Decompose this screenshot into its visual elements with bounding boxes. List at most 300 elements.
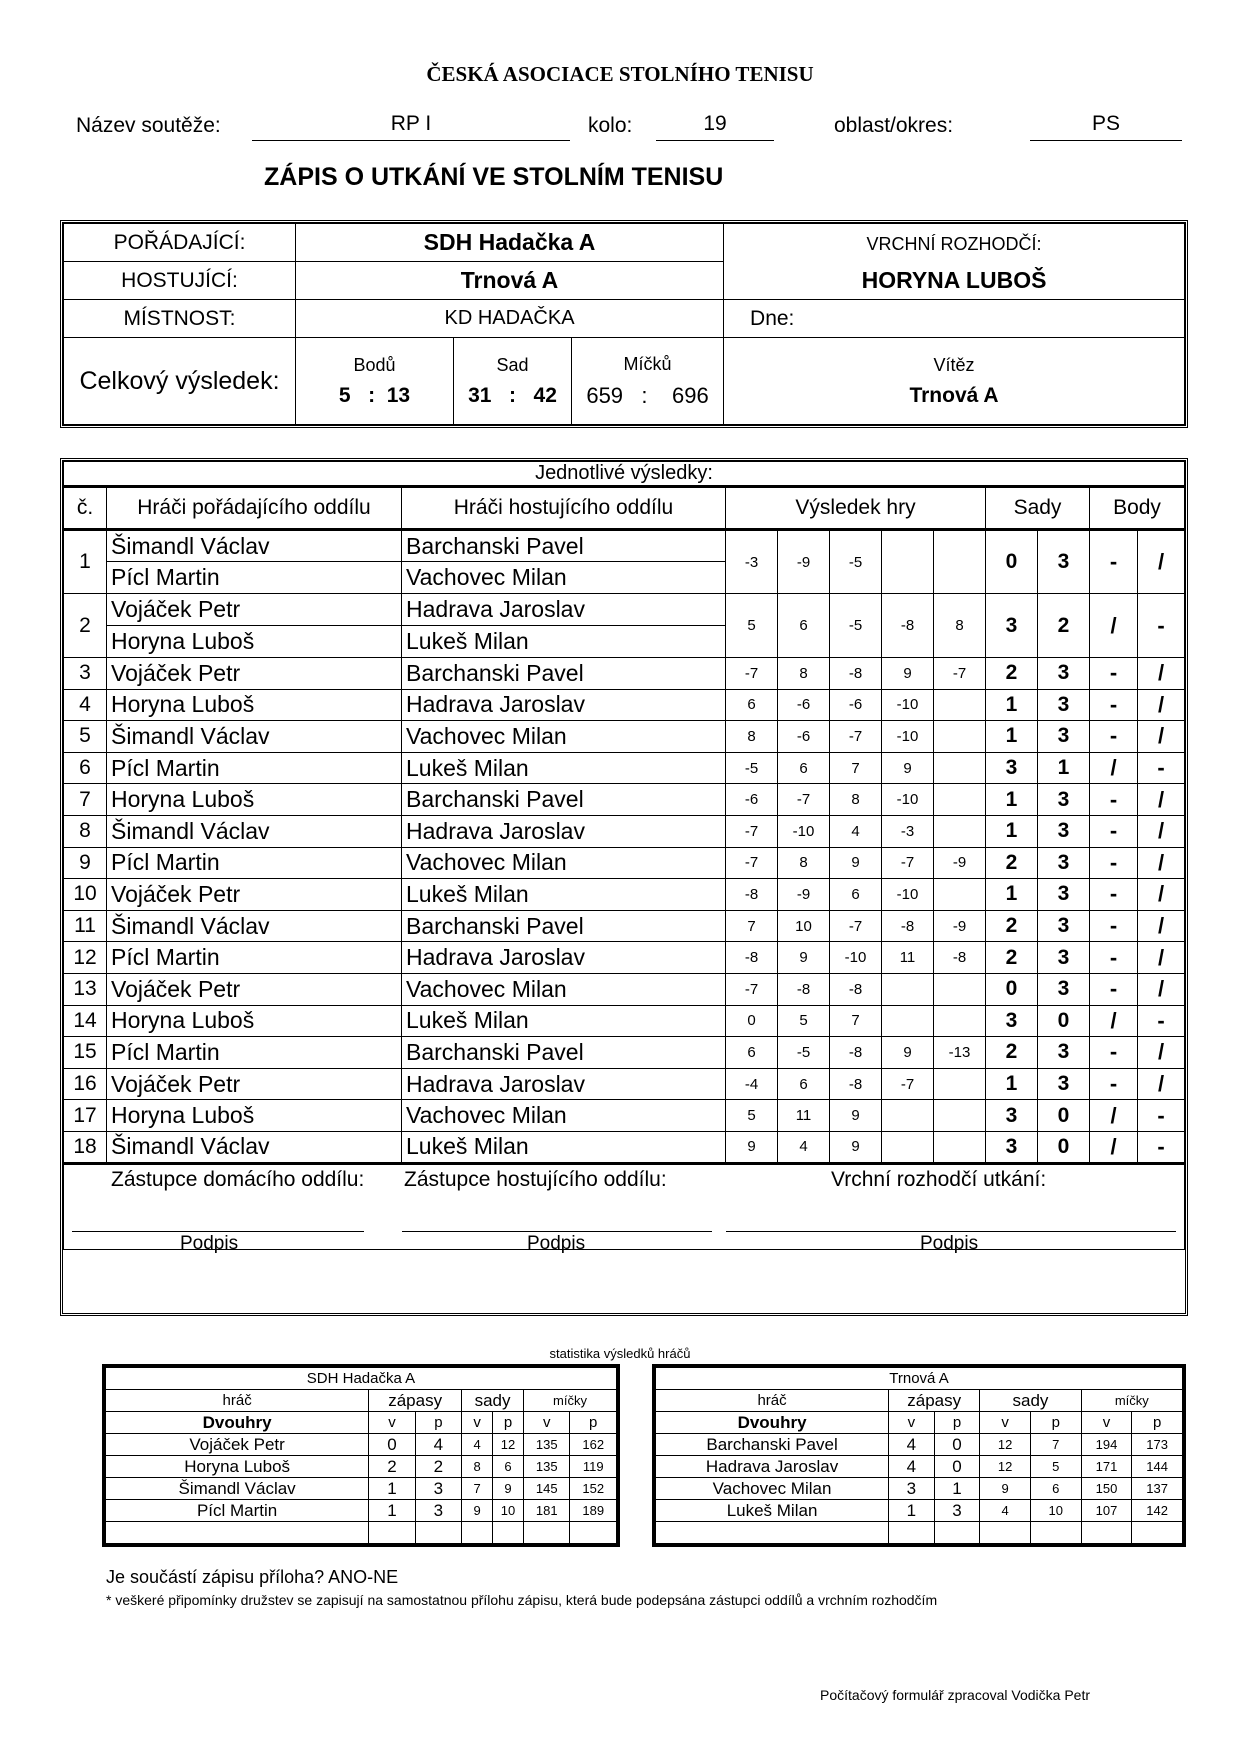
points-sep: : xyxy=(368,383,376,407)
point-mark: - xyxy=(1138,1100,1185,1132)
sets-sep: : xyxy=(509,383,516,407)
point-mark: / xyxy=(1138,815,1185,847)
referee-sign-label: Podpis xyxy=(920,1232,979,1254)
sets-won: 2 xyxy=(986,847,1038,879)
home-player: Vojáček Petr xyxy=(107,879,402,911)
balls-cell xyxy=(572,338,724,425)
home-player: Horyna Luboš xyxy=(107,1100,402,1132)
singles-row xyxy=(64,910,1185,942)
singles-row xyxy=(64,1005,1185,1037)
stats-wl-header: p xyxy=(1030,1412,1081,1434)
sets-home: 31 xyxy=(468,383,492,407)
stats-team-name: SDH Hadačka A xyxy=(106,1368,617,1390)
guest-signature-line xyxy=(402,1231,712,1232)
game-score: 6 xyxy=(726,689,778,721)
stats-wl-header: p xyxy=(493,1412,524,1434)
game-score: 8 xyxy=(934,594,986,658)
point-mark: - xyxy=(1090,879,1138,911)
game-score: -9 xyxy=(778,879,830,911)
game-score: -4 xyxy=(726,1068,778,1100)
guest-player: Vachovec Milan xyxy=(402,721,726,753)
game-score: -7 xyxy=(778,784,830,816)
doubles-row xyxy=(64,530,1185,562)
point-mark: / xyxy=(1138,910,1185,942)
point-mark: - xyxy=(1090,721,1138,753)
point-mark: / xyxy=(1138,1068,1185,1100)
sets-won: 3 xyxy=(1038,1068,1090,1100)
home-player: Pícl Martin xyxy=(107,847,402,879)
referee-label: VRCHNÍ ROZHODČÍ: xyxy=(866,234,1042,254)
stats-player-header: hráč xyxy=(656,1390,889,1412)
stats-matches-won: 4 xyxy=(889,1434,935,1456)
game-score: 7 xyxy=(726,910,778,942)
match-number: 5 xyxy=(64,721,107,753)
guest-player: Vachovec Milan xyxy=(402,562,726,594)
stats-matches-won: 1 xyxy=(369,1478,415,1500)
stats-balls-won: 171 xyxy=(1081,1456,1132,1478)
stats-sets-won: 12 xyxy=(980,1456,1031,1478)
point-mark: - xyxy=(1090,1068,1138,1100)
stats-wl-header: v xyxy=(462,1412,493,1434)
sets-won: 3 xyxy=(1038,910,1090,942)
stats-row xyxy=(656,1478,1183,1500)
home-player: Horyna Luboš xyxy=(107,784,402,816)
match-number: 6 xyxy=(64,752,107,784)
point-mark: - xyxy=(1138,752,1185,784)
stats-matches-lost: 3 xyxy=(934,1500,980,1522)
stats-player-name: Pícl Martin xyxy=(106,1500,369,1522)
game-score: 8 xyxy=(726,721,778,753)
game-score xyxy=(882,1100,934,1132)
stats-matches-lost: 2 xyxy=(415,1456,461,1478)
stats-row xyxy=(106,1434,617,1456)
guest-player: Lukeš Milan xyxy=(402,1131,726,1163)
stats-balls-lost: 173 xyxy=(1132,1434,1183,1456)
singles-row xyxy=(64,815,1185,847)
home-team: SDH Hadačka A xyxy=(296,224,724,262)
room-label: MÍSTNOST: xyxy=(64,300,296,338)
stats-balls-lost: 137 xyxy=(1132,1478,1183,1500)
guest-player: Barchanski Pavel xyxy=(402,910,726,942)
stats-matches-won: 2 xyxy=(369,1456,415,1478)
col-guest-players: Hráči hostujícího oddílu xyxy=(402,487,726,530)
balls-label: Míčků xyxy=(623,353,672,374)
date-label: Dne: xyxy=(724,300,1185,338)
game-score: -8 xyxy=(830,658,882,690)
match-header xyxy=(60,220,1188,428)
stats-balls-lost: 189 xyxy=(570,1500,617,1522)
stats-sets-lost: 10 xyxy=(1030,1500,1081,1522)
stats-matches-won: 1 xyxy=(889,1500,935,1522)
stats-sets-won: 12 xyxy=(980,1434,1031,1456)
guest-player: Hadrava Jaroslav xyxy=(402,942,726,974)
sets-won: 3 xyxy=(1038,942,1090,974)
stats-player-name: Vojáček Petr xyxy=(106,1434,369,1456)
stats-sets-lost: 10 xyxy=(493,1500,524,1522)
stats-player-name: Hadrava Jaroslav xyxy=(656,1456,889,1478)
signature-area xyxy=(64,1163,1185,1254)
document-title: ZÁPIS O UTKÁNÍ VE STOLNÍM TENISU xyxy=(264,163,724,191)
stats-sets-won: 9 xyxy=(462,1500,493,1522)
results-caption: Jednotlivé výsledky: xyxy=(64,462,1185,487)
sets-won: 1 xyxy=(986,721,1038,753)
game-score xyxy=(934,1131,986,1163)
point-mark: / xyxy=(1138,973,1185,1005)
stats-matches-lost: 1 xyxy=(934,1478,980,1500)
game-score: -13 xyxy=(934,1037,986,1069)
sets-won: 0 xyxy=(1038,1005,1090,1037)
point-mark: - xyxy=(1090,689,1138,721)
game-score: 7 xyxy=(830,752,882,784)
point-mark: / xyxy=(1138,879,1185,911)
game-score xyxy=(882,973,934,1005)
home-player: Vojáček Petr xyxy=(107,594,402,626)
guest-player: Hadrava Jaroslav xyxy=(402,689,726,721)
doubles-row xyxy=(64,594,1185,626)
referee-cell xyxy=(724,224,1185,300)
game-score: 8 xyxy=(778,658,830,690)
home-player: Horyna Luboš xyxy=(107,626,402,658)
stats-balls-won: 135 xyxy=(524,1434,570,1456)
sets-won: 3 xyxy=(1038,689,1090,721)
stats-matches-won: 4 xyxy=(889,1456,935,1478)
stats-empty-cell xyxy=(524,1522,570,1544)
match-number: 11 xyxy=(64,910,107,942)
match-number: 13 xyxy=(64,973,107,1005)
col-sets: Sady xyxy=(986,487,1090,530)
stats-wl-header: p xyxy=(934,1412,980,1434)
match-number: 8 xyxy=(64,815,107,847)
col-home-players: Hráči pořádajícího oddílu xyxy=(107,487,402,530)
point-mark: / xyxy=(1090,1131,1138,1163)
stats-wl-header: v xyxy=(889,1412,935,1434)
stats-row xyxy=(656,1500,1183,1522)
match-number: 10 xyxy=(64,879,107,911)
sets-won: 2 xyxy=(1038,594,1090,658)
home-player: Vojáček Petr xyxy=(107,1068,402,1100)
stats-player-name: Šimandl Václav xyxy=(106,1478,369,1500)
competition-name: RP I xyxy=(252,112,570,141)
stats-player-name: Barchanski Pavel xyxy=(656,1434,889,1456)
winner-label: Vítěz xyxy=(933,354,975,375)
sets-won: 2 xyxy=(986,942,1038,974)
game-score: -7 xyxy=(726,973,778,1005)
home-representative-label: Zástupce domácího oddílu: xyxy=(111,1167,365,1191)
point-mark: / xyxy=(1090,752,1138,784)
stats-matches-lost: 4 xyxy=(415,1434,461,1456)
guest-player: Lukeš Milan xyxy=(402,626,726,658)
guest-representative-label: Zástupce hostujícího oddílu: xyxy=(404,1167,667,1191)
game-score: -9 xyxy=(934,910,986,942)
game-score: 5 xyxy=(726,594,778,658)
game-score: 5 xyxy=(726,1100,778,1132)
stats-balls-won: 135 xyxy=(524,1456,570,1478)
balls-sep: : xyxy=(641,382,648,408)
game-score: -8 xyxy=(830,973,882,1005)
match-number: 3 xyxy=(64,658,107,690)
sets-won: 1 xyxy=(986,1068,1038,1100)
attachment-note: * veškeré připomínky družstev se zapisují na samostatnou přílohu zápisu, která bude podepsána zástupci oddílů a vrchním rozhodčím xyxy=(106,1592,938,1608)
stats-empty-cell xyxy=(1132,1522,1183,1544)
stats-empty-cell xyxy=(1030,1522,1081,1544)
game-score: 6 xyxy=(778,594,830,658)
stats-matches-lost: 3 xyxy=(415,1500,461,1522)
singles-row xyxy=(64,721,1185,753)
sets-won: 3 xyxy=(1038,847,1090,879)
guest-player: Hadrava Jaroslav xyxy=(402,815,726,847)
singles-row xyxy=(64,689,1185,721)
match-number: 16 xyxy=(64,1068,107,1100)
sets-won: 3 xyxy=(986,1100,1038,1132)
stats-wl-header: v xyxy=(524,1412,570,1434)
singles-row xyxy=(64,1100,1185,1132)
game-score: -8 xyxy=(778,973,830,1005)
stats-balls-won: 150 xyxy=(1081,1478,1132,1500)
home-player: Pícl Martin xyxy=(107,1037,402,1069)
game-score: -5 xyxy=(778,1037,830,1069)
guest-team-label: HOSTUJÍCÍ: xyxy=(64,262,296,300)
game-score: 9 xyxy=(830,1100,882,1132)
stats-wl-header: p xyxy=(1132,1412,1183,1434)
stats-empty-cell xyxy=(106,1522,369,1544)
stats-wl-header: p xyxy=(415,1412,461,1434)
sets-won: 3 xyxy=(1038,973,1090,1005)
form-credit: Počítačový formulář zpracoval Vodička Petr xyxy=(820,1687,1091,1703)
home-player: Šimandl Václav xyxy=(107,815,402,847)
game-score: -3 xyxy=(726,530,778,594)
stats-sets-lost: 9 xyxy=(493,1478,524,1500)
game-score xyxy=(934,1005,986,1037)
home-sign-label: Podpis xyxy=(180,1232,239,1254)
game-score: 0 xyxy=(726,1005,778,1037)
game-score xyxy=(934,1068,986,1100)
match-number: 14 xyxy=(64,1005,107,1037)
stats-caption: statistika výsledků hráčů xyxy=(549,1346,691,1361)
results-table xyxy=(60,458,1188,1316)
point-mark: / xyxy=(1138,658,1185,690)
organization-title: ČESKÁ ASOCIACE STOLNÍHO TENISU xyxy=(426,62,814,86)
home-player: Šimandl Václav xyxy=(107,910,402,942)
match-number: 1 xyxy=(64,530,107,594)
stats-balls-lost: 119 xyxy=(570,1456,617,1478)
col-points: Body xyxy=(1090,487,1185,530)
stats-sets-won: 4 xyxy=(462,1434,493,1456)
home-player: Pícl Martin xyxy=(107,752,402,784)
stats-player-name: Lukeš Milan xyxy=(656,1500,889,1522)
stats-balls-won: 194 xyxy=(1081,1434,1132,1456)
home-stats-table xyxy=(102,1364,620,1547)
sets-won: 1 xyxy=(986,784,1038,816)
stats-row xyxy=(106,1478,617,1500)
stats-empty-cell xyxy=(415,1522,461,1544)
game-score xyxy=(934,721,986,753)
stats-wl-header: v xyxy=(369,1412,415,1434)
game-score xyxy=(882,1131,934,1163)
stats-sets-won: 8 xyxy=(462,1456,493,1478)
home-team-label: POŘÁDAJÍCÍ: xyxy=(64,224,296,262)
point-mark: / xyxy=(1138,530,1185,594)
match-number: 18 xyxy=(64,1131,107,1163)
stats-sets-won: 9 xyxy=(980,1478,1031,1500)
point-mark: - xyxy=(1090,910,1138,942)
stats-balls-won: 107 xyxy=(1081,1500,1132,1522)
sets-won: 0 xyxy=(1038,1131,1090,1163)
game-score: 4 xyxy=(778,1131,830,1163)
guest-player: Hadrava Jaroslav xyxy=(402,1068,726,1100)
point-mark: - xyxy=(1090,658,1138,690)
stats-row xyxy=(106,1456,617,1478)
game-score: -7 xyxy=(830,910,882,942)
balls-home: 659 xyxy=(586,382,624,408)
match-number: 2 xyxy=(64,594,107,658)
home-player: Pícl Martin xyxy=(107,942,402,974)
game-score: -8 xyxy=(830,1037,882,1069)
guest-player: Lukeš Milan xyxy=(402,879,726,911)
round-label: kolo: xyxy=(588,114,633,137)
game-score: 5 xyxy=(778,1005,830,1037)
game-score: 4 xyxy=(830,815,882,847)
points-guest: 13 xyxy=(386,383,411,407)
stats-empty-cell xyxy=(369,1522,415,1544)
game-score xyxy=(934,815,986,847)
home-player: Šimandl Václav xyxy=(107,1131,402,1163)
point-mark: - xyxy=(1090,815,1138,847)
singles-row xyxy=(64,1037,1185,1069)
point-mark: / xyxy=(1138,784,1185,816)
point-mark: - xyxy=(1138,1005,1185,1037)
stats-sets-lost: 12 xyxy=(493,1434,524,1456)
competition-name-label: Název soutěže: xyxy=(76,114,221,137)
singles-row xyxy=(64,879,1185,911)
game-score: -8 xyxy=(882,594,934,658)
point-mark: - xyxy=(1090,784,1138,816)
game-score xyxy=(934,879,986,911)
match-number: 12 xyxy=(64,942,107,974)
match-number: 4 xyxy=(64,689,107,721)
sets-won: 1 xyxy=(986,815,1038,847)
game-score: -7 xyxy=(830,721,882,753)
sets-guest: 42 xyxy=(533,383,557,407)
home-player: Vojáček Petr xyxy=(107,658,402,690)
game-score: -5 xyxy=(726,752,778,784)
singles-row xyxy=(64,752,1185,784)
stats-empty-cell xyxy=(1081,1522,1132,1544)
stats-sets-header: sady xyxy=(980,1390,1081,1412)
match-number: 17 xyxy=(64,1100,107,1132)
point-mark: / xyxy=(1138,1037,1185,1069)
home-player: Vojáček Petr xyxy=(107,973,402,1005)
point-mark: - xyxy=(1090,942,1138,974)
room-value: KD HADAČKA xyxy=(296,300,724,338)
home-player: Pícl Martin xyxy=(107,562,402,594)
game-score: 9 xyxy=(882,658,934,690)
stats-row xyxy=(656,1456,1183,1478)
game-score: -7 xyxy=(726,815,778,847)
stats-sets-lost: 5 xyxy=(1030,1456,1081,1478)
point-mark: - xyxy=(1090,973,1138,1005)
singles-row xyxy=(64,658,1185,690)
game-score: -5 xyxy=(830,530,882,594)
stats-empty-cell xyxy=(462,1522,493,1544)
stats-matches-header: zápasy xyxy=(889,1390,980,1412)
game-score: 6 xyxy=(830,879,882,911)
sets-label: Sad xyxy=(496,354,529,375)
col-no: č. xyxy=(64,487,107,530)
game-score: 10 xyxy=(778,910,830,942)
sets-won: 3 xyxy=(986,1131,1038,1163)
match-number: 15 xyxy=(64,1037,107,1069)
guest-player: Barchanski Pavel xyxy=(402,530,726,562)
home-player: Šimandl Václav xyxy=(107,721,402,753)
game-score: -8 xyxy=(726,879,778,911)
game-score: -10 xyxy=(882,879,934,911)
game-score: 9 xyxy=(882,1037,934,1069)
stats-balls-header: míčky xyxy=(1081,1390,1182,1412)
game-score: -5 xyxy=(830,594,882,658)
stats-balls-lost: 142 xyxy=(1132,1500,1183,1522)
game-score: 7 xyxy=(830,1005,882,1037)
guest-team: Trnová A xyxy=(296,262,724,300)
sets-won: 3 xyxy=(1038,815,1090,847)
game-score xyxy=(882,530,934,594)
point-mark: - xyxy=(1090,530,1138,594)
stats-empty-cell xyxy=(570,1522,617,1544)
stats-balls-header: míčky xyxy=(524,1390,617,1412)
game-score: 9 xyxy=(830,847,882,879)
stats-empty-cell xyxy=(656,1522,889,1544)
balls-guest: 696 xyxy=(671,382,709,408)
stats-singles-label: Dvouhry xyxy=(106,1412,369,1434)
singles-row xyxy=(64,847,1185,879)
guest-player: Vachovec Milan xyxy=(402,973,726,1005)
guest-sign-label: Podpis xyxy=(527,1232,586,1254)
sets-won: 0 xyxy=(1038,1100,1090,1132)
stats-matches-lost: 3 xyxy=(415,1478,461,1500)
game-score: -10 xyxy=(778,815,830,847)
game-score: -9 xyxy=(778,530,830,594)
singles-row xyxy=(64,784,1185,816)
total-result-label: Celkový výsledek: xyxy=(64,338,296,425)
stats-wl-header: v xyxy=(1081,1412,1132,1434)
sets-won: 1 xyxy=(1038,752,1090,784)
game-score: -8 xyxy=(882,910,934,942)
game-score: -7 xyxy=(934,658,986,690)
stats-balls-lost: 162 xyxy=(570,1434,617,1456)
stats-empty-cell xyxy=(889,1522,935,1544)
game-score: -8 xyxy=(726,942,778,974)
game-score: -6 xyxy=(830,689,882,721)
referee-signature-line xyxy=(726,1231,1176,1232)
stats-player-header: hráč xyxy=(106,1390,369,1412)
referee-signature-label: Vrchní rozhodčí utkání: xyxy=(831,1167,1047,1191)
game-score: -8 xyxy=(830,1068,882,1100)
point-mark: - xyxy=(1138,1131,1185,1163)
singles-row xyxy=(64,973,1185,1005)
match-number: 7 xyxy=(64,784,107,816)
sets-cell xyxy=(454,338,572,425)
sets-won: 3 xyxy=(1038,530,1090,594)
sets-won: 2 xyxy=(986,1037,1038,1069)
game-score xyxy=(934,784,986,816)
stats-player-name: Vachovec Milan xyxy=(656,1478,889,1500)
game-score: 6 xyxy=(778,1068,830,1100)
sets-won: 1 xyxy=(986,879,1038,911)
game-score: 11 xyxy=(882,942,934,974)
game-score: 9 xyxy=(882,752,934,784)
winner-cell xyxy=(724,338,1185,425)
stats-wl-header: v xyxy=(980,1412,1031,1434)
stats-team-name: Trnová A xyxy=(656,1368,1183,1390)
